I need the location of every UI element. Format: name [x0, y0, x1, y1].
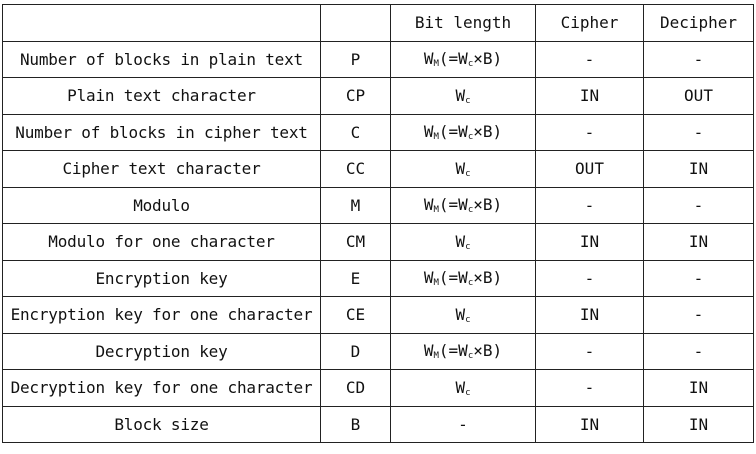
header-symbol-cell — [321, 5, 391, 42]
bit-length-formula: $W_c$ — [455, 304, 471, 325]
row-bit-length — [391, 114, 536, 151]
row-symbol: CC — [321, 151, 391, 188]
row-symbol: B — [321, 406, 391, 443]
row-symbol: CE — [321, 297, 391, 334]
row-bit-length — [391, 78, 536, 115]
row-name: Cipher text character — [3, 151, 321, 188]
table-row — [3, 370, 754, 407]
row-name: Number of blocks in plain text — [3, 41, 321, 78]
row-cipher: IN — [536, 297, 644, 334]
row-symbol: D — [321, 333, 391, 370]
bit-length-formula: $W_M(=W_c\times B)$ — [423, 122, 503, 143]
row-cipher: - — [536, 41, 644, 78]
row-cipher: IN — [536, 78, 644, 115]
table-row — [3, 41, 754, 78]
row-cipher: - — [536, 187, 644, 224]
row-name: Encryption key — [3, 260, 321, 297]
row-decipher: IN — [644, 224, 754, 261]
row-cipher: - — [536, 370, 644, 407]
row-decipher: IN — [644, 151, 754, 188]
row-name: Modulo for one character — [3, 224, 321, 261]
row-name: Encryption key for one character — [3, 297, 321, 334]
row-decipher: - — [644, 260, 754, 297]
row-cipher: - — [536, 333, 644, 370]
row-bit-length — [391, 297, 536, 334]
row-cipher: IN — [536, 406, 644, 443]
row-name: Number of blocks in cipher text — [3, 114, 321, 151]
row-symbol: CP — [321, 78, 391, 115]
header-name-cell — [3, 5, 321, 42]
row-name: Block size — [3, 406, 321, 443]
row-bit-length — [391, 187, 536, 224]
bit-length-formula: $W_c$ — [455, 85, 471, 106]
bit-length-formula: $W_M(=W_c\times B)$ — [423, 49, 503, 70]
table-row — [3, 297, 754, 334]
row-decipher: - — [644, 41, 754, 78]
row-name: Modulo — [3, 187, 321, 224]
bit-length-formula: $W_c$ — [455, 377, 471, 398]
bit-length-formula: $W_M(=W_c\times B)$ — [423, 268, 503, 289]
row-symbol: C — [321, 114, 391, 151]
table-body — [3, 41, 754, 443]
table-row — [3, 224, 754, 261]
table-row — [3, 260, 754, 297]
bit-length-formula: $W_c$ — [455, 158, 471, 179]
table-row — [3, 406, 754, 443]
row-decipher: - — [644, 187, 754, 224]
bit-length-formula: $W_M(=W_c\times B)$ — [423, 341, 503, 362]
row-bit-length — [391, 224, 536, 261]
row-symbol: M — [321, 187, 391, 224]
row-bit-length — [391, 41, 536, 78]
row-cipher: - — [536, 260, 644, 297]
row-decipher: IN — [644, 370, 754, 407]
row-symbol: E — [321, 260, 391, 297]
row-bit-length — [391, 370, 536, 407]
row-symbol: CM — [321, 224, 391, 261]
parameter-table — [2, 4, 754, 443]
row-decipher: IN — [644, 406, 754, 443]
table-row — [3, 151, 754, 188]
row-bit-length: - — [391, 406, 536, 443]
row-name: Plain text character — [3, 78, 321, 115]
row-bit-length — [391, 151, 536, 188]
table-header-row — [3, 5, 754, 42]
header-bit-length: Bit length — [391, 5, 536, 42]
row-name: Decryption key — [3, 333, 321, 370]
row-decipher: - — [644, 114, 754, 151]
row-bit-length — [391, 333, 536, 370]
row-decipher: - — [644, 333, 754, 370]
bit-length-formula: $W_M(=W_c\times B)$ — [423, 195, 503, 216]
row-cipher: OUT — [536, 151, 644, 188]
table-row — [3, 333, 754, 370]
row-decipher: - — [644, 297, 754, 334]
table-row — [3, 78, 754, 115]
row-symbol: CD — [321, 370, 391, 407]
header-cipher: Cipher — [536, 5, 644, 42]
row-bit-length — [391, 260, 536, 297]
table-row — [3, 187, 754, 224]
row-name: Decryption key for one character — [3, 370, 321, 407]
row-symbol: P — [321, 41, 391, 78]
row-decipher: OUT — [644, 78, 754, 115]
table-row — [3, 114, 754, 151]
row-cipher: IN — [536, 224, 644, 261]
header-decipher: Decipher — [644, 5, 754, 42]
row-cipher: - — [536, 114, 644, 151]
bit-length-formula: $W_c$ — [455, 231, 471, 252]
